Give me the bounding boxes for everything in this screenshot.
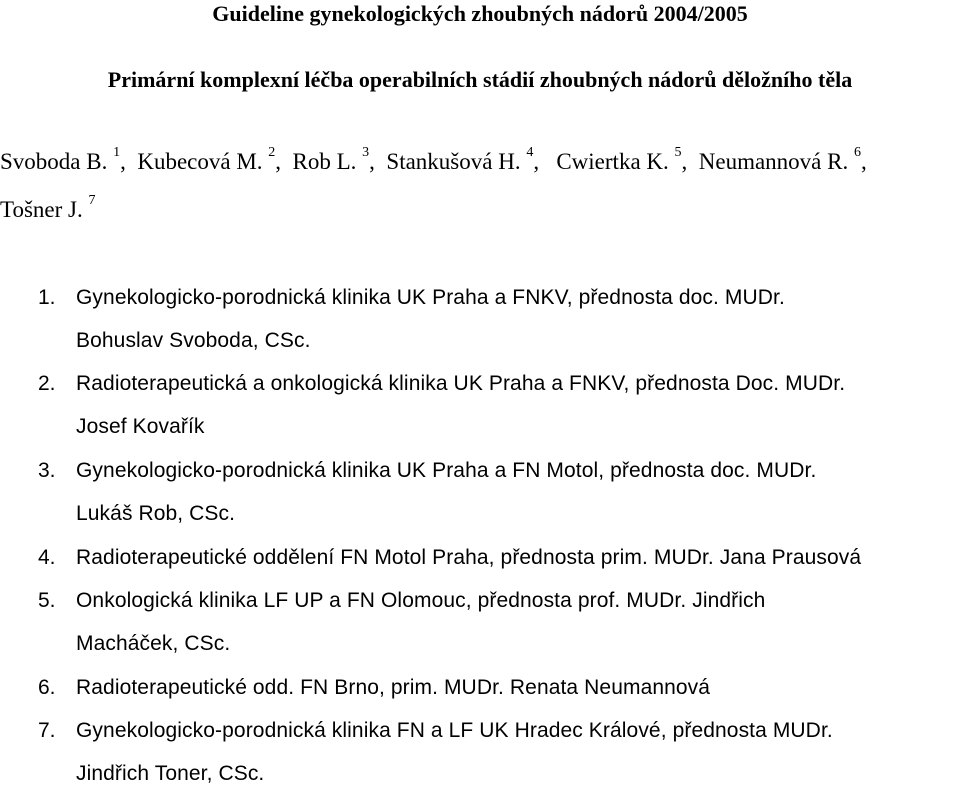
affiliation-number: 6.: [38, 676, 56, 699]
affiliation-number: 3.: [38, 459, 56, 482]
author-name: Kubecová M.: [137, 149, 263, 174]
affiliation-text: Gynekologicko-porodnická klinika UK Praha a FN Motol, přednosta doc. MUDr.: [76, 459, 817, 482]
affiliation-text-cont: Lukáš Rob, CSc.: [76, 502, 236, 525]
affiliation-number: 4.: [38, 546, 56, 569]
affiliation-text: Gynekologicko-porodnická klinika FN a LF UK Hradec Králové, přednosta MUDr.: [76, 719, 833, 742]
affiliation-number: 5.: [38, 589, 56, 612]
document-title: Guideline gynekologických zhoubných nádorů 2004/2005: [212, 1, 748, 26]
author-ref: 6: [853, 145, 861, 160]
author-list-line-2: [0, 193, 96, 223]
affiliation-text: Onkologická klinika LF UP a FN Olomouc, přednosta prof. MUDr. Jindřich: [76, 589, 766, 612]
affiliation-text: Gynekologicko-porodnická klinika UK Praha a FNKV, přednosta doc. MUDr.: [76, 286, 785, 309]
author-name: Stankušová H.: [386, 149, 521, 174]
author-ref: 5: [674, 145, 682, 160]
affiliation-text-cont: Josef Kovařík: [76, 415, 205, 438]
affiliation-text-cont: Macháček, CSc.: [76, 632, 231, 655]
affiliation-text: Radioterapeutická a onkologická klinika UK Praha a FNKV, přednosta Doc. MUDr.: [76, 372, 846, 395]
affiliation-text: Radioterapeutické odd. FN Brno, prim. MUDr. Renata Neumannová: [76, 676, 711, 699]
author-name: Tošner J.: [0, 197, 83, 222]
author-name: Rob L.: [292, 149, 357, 174]
author-ref: 4: [526, 145, 534, 160]
affiliation-number: 7.: [38, 719, 56, 742]
author-ref: 3: [362, 145, 370, 160]
affiliation-number: 2.: [38, 372, 56, 395]
author-ref: 7: [88, 193, 96, 208]
author-list-line-1: Svoboda B. $^1$, Kubecová M. $^2$, Rob L. $^3$, Stankušová H. $^4$, Cwiertka K. $^5$, Neumannová R. $^6$,: [0, 145, 867, 174]
affiliation-text-cont: Jindřich Toner, CSc.: [76, 762, 265, 785]
author-name: Cwiertka K.: [556, 149, 669, 174]
affiliation-text: Radioterapeutické oddělení FN Motol Praha, přednosta prim. MUDr. Jana Prausová: [76, 546, 862, 569]
affiliation-text-cont: Bohuslav Svoboda, CSc.: [76, 329, 311, 352]
affiliation-number: 1.: [38, 286, 56, 309]
author-name: Svoboda B.: [0, 149, 108, 174]
author-ref: 2: [268, 145, 276, 160]
author-ref: 1: [113, 145, 121, 160]
document-subtitle: Primární komplexní léčba operabilních stádií zhoubných nádorů děložního těla: [107, 67, 853, 92]
author-name: Neumannová R.: [698, 149, 849, 174]
